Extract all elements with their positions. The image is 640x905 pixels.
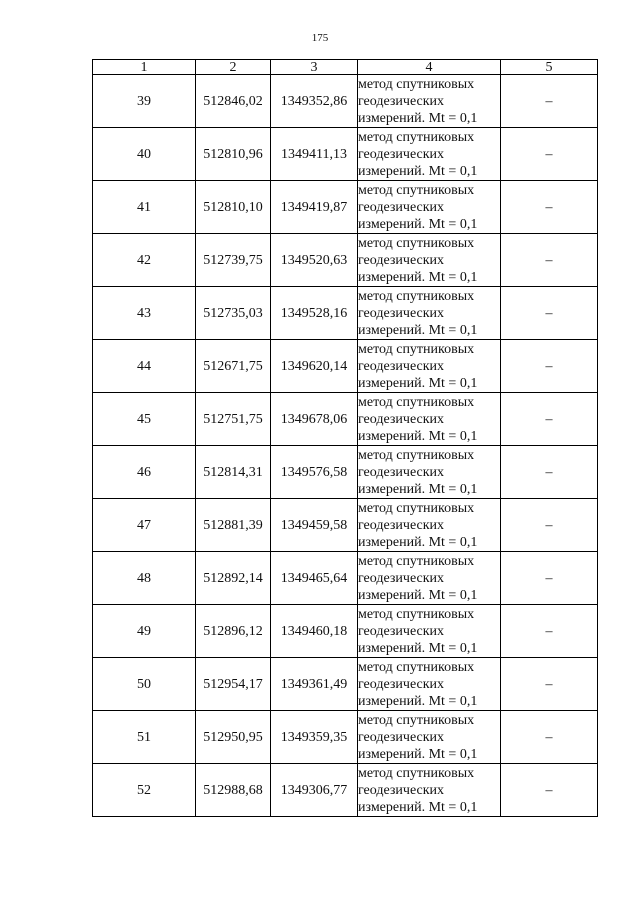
x-coordinate-cell: 512751,75	[196, 393, 271, 446]
method-line-3: измерений. Mt = 0,1	[358, 163, 478, 179]
y-coordinate-cell: 1349359,35	[271, 711, 358, 764]
x-coordinate-cell: 512810,96	[196, 128, 271, 181]
y-coordinate-cell: 1349306,77	[271, 764, 358, 817]
header-row	[93, 60, 598, 75]
point-number-cell: 52	[93, 764, 196, 817]
y-coordinate-cell: 1349459,58	[271, 499, 358, 552]
y-coordinate-cell: 1349465,64	[271, 552, 358, 605]
point-number-cell: 46	[93, 446, 196, 499]
method-cell	[358, 499, 501, 552]
x-coordinate-cell: 512988,68	[196, 764, 271, 817]
method-line-3: измерений. Mt = 0,1	[358, 746, 478, 762]
note-cell: –	[501, 75, 598, 128]
method-line-3: измерений. Mt = 0,1	[358, 693, 478, 709]
table-row	[93, 711, 598, 764]
point-number-cell: 42	[93, 234, 196, 287]
y-coordinate-cell: 1349520,63	[271, 234, 358, 287]
method-line-1: метод спутниковых	[358, 235, 475, 251]
point-number-cell: 43	[93, 287, 196, 340]
note-cell: –	[501, 393, 598, 446]
x-coordinate-cell: 512846,02	[196, 75, 271, 128]
table-row	[93, 764, 598, 817]
point-number-cell: 51	[93, 711, 196, 764]
method-line-3: измерений. Mt = 0,1	[358, 640, 478, 656]
point-number-cell: 49	[93, 605, 196, 658]
method-line-1: метод спутниковых	[358, 606, 475, 622]
method-line-2: геодезических	[358, 252, 445, 268]
x-coordinate-cell: 512814,31	[196, 446, 271, 499]
x-coordinate-cell: 512892,14	[196, 552, 271, 605]
method-line-2: геодезических	[358, 146, 445, 162]
note-cell: –	[501, 234, 598, 287]
method-cell	[358, 287, 501, 340]
method-cell	[358, 234, 501, 287]
point-number-cell: 45	[93, 393, 196, 446]
point-number-cell: 44	[93, 340, 196, 393]
method-cell	[358, 552, 501, 605]
x-coordinate-cell: 512671,75	[196, 340, 271, 393]
y-coordinate-cell: 1349678,06	[271, 393, 358, 446]
table-row	[93, 181, 598, 234]
method-cell	[358, 340, 501, 393]
method-cell	[358, 764, 501, 817]
table-row	[93, 658, 598, 711]
method-line-2: геодезических	[358, 676, 445, 692]
method-line-1: метод спутниковых	[358, 288, 475, 304]
page-number: 175	[311, 32, 329, 44]
x-coordinate-cell: 512739,75	[196, 234, 271, 287]
table-row	[93, 75, 598, 128]
note-cell: –	[501, 499, 598, 552]
method-cell	[358, 711, 501, 764]
method-line-1: метод спутниковых	[358, 659, 475, 675]
table-row	[93, 234, 598, 287]
method-line-2: геодезических	[358, 782, 445, 798]
method-line-1: метод спутниковых	[358, 182, 475, 198]
method-line-3: измерений. Mt = 0,1	[358, 322, 478, 338]
point-number-cell: 47	[93, 499, 196, 552]
note-cell: –	[501, 658, 598, 711]
note-cell: –	[501, 552, 598, 605]
x-coordinate-cell: 512881,39	[196, 499, 271, 552]
method-line-2: геодезических	[358, 93, 445, 109]
y-coordinate-cell: 1349361,49	[271, 658, 358, 711]
x-coordinate-cell: 512954,17	[196, 658, 271, 711]
method-line-1: метод спутниковых	[358, 500, 475, 516]
table-row	[93, 499, 598, 552]
column-header-1: 1	[93, 60, 196, 75]
method-line-3: измерений. Mt = 0,1	[358, 269, 478, 285]
table-row	[93, 552, 598, 605]
x-coordinate-cell: 512810,10	[196, 181, 271, 234]
note-cell: –	[501, 340, 598, 393]
x-coordinate-cell: 512735,03	[196, 287, 271, 340]
method-cell	[358, 128, 501, 181]
method-line-3: измерений. Mt = 0,1	[358, 534, 478, 550]
method-line-3: измерений. Mt = 0,1	[358, 110, 478, 126]
method-line-2: геодезических	[358, 358, 445, 374]
note-cell: –	[501, 128, 598, 181]
coordinates-table	[92, 59, 598, 817]
method-line-1: метод спутниковых	[358, 394, 475, 410]
method-cell	[358, 605, 501, 658]
column-header-5: 5	[501, 60, 598, 75]
point-number-cell: 40	[93, 128, 196, 181]
table-row	[93, 340, 598, 393]
method-line-3: измерений. Mt = 0,1	[358, 587, 478, 603]
method-cell	[358, 393, 501, 446]
table-row	[93, 128, 598, 181]
y-coordinate-cell: 1349419,87	[271, 181, 358, 234]
column-header-3: 3	[271, 60, 358, 75]
method-line-3: измерений. Mt = 0,1	[358, 375, 478, 391]
method-line-1: метод спутниковых	[358, 129, 475, 145]
method-line-2: геодезических	[358, 623, 445, 639]
note-cell: –	[501, 764, 598, 817]
table-row	[93, 446, 598, 499]
note-cell: –	[501, 711, 598, 764]
table-row	[93, 605, 598, 658]
note-cell: –	[501, 446, 598, 499]
method-line-1: метод спутниковых	[358, 553, 475, 569]
note-cell: –	[501, 287, 598, 340]
method-line-2: геодезических	[358, 305, 445, 321]
y-coordinate-cell: 1349620,14	[271, 340, 358, 393]
method-line-2: геодезических	[358, 729, 445, 745]
y-coordinate-cell: 1349411,13	[271, 128, 358, 181]
x-coordinate-cell: 512950,95	[196, 711, 271, 764]
note-cell: –	[501, 181, 598, 234]
method-line-1: метод спутниковых	[358, 712, 475, 728]
method-line-3: измерений. Mt = 0,1	[358, 799, 478, 815]
method-line-1: метод спутниковых	[358, 76, 475, 92]
method-line-1: метод спутниковых	[358, 765, 475, 781]
method-line-2: геодезических	[358, 570, 445, 586]
method-cell	[358, 446, 501, 499]
point-number-cell: 41	[93, 181, 196, 234]
y-coordinate-cell: 1349460,18	[271, 605, 358, 658]
point-number-cell: 48	[93, 552, 196, 605]
column-header-2: 2	[196, 60, 271, 75]
column-header-4: 4	[358, 60, 501, 75]
method-line-2: геодезических	[358, 464, 445, 480]
method-line-2: геодезических	[358, 411, 445, 427]
point-number-cell: 39	[93, 75, 196, 128]
table-row	[93, 287, 598, 340]
method-line-1: метод спутниковых	[358, 341, 475, 357]
method-cell	[358, 658, 501, 711]
y-coordinate-cell: 1349352,86	[271, 75, 358, 128]
method-line-3: измерений. Mt = 0,1	[358, 216, 478, 232]
method-cell	[358, 181, 501, 234]
point-number-cell: 50	[93, 658, 196, 711]
method-line-3: измерений. Mt = 0,1	[358, 428, 478, 444]
table-row	[93, 393, 598, 446]
method-line-2: геодезических	[358, 517, 445, 533]
method-line-2: геодезических	[358, 199, 445, 215]
y-coordinate-cell: 1349528,16	[271, 287, 358, 340]
table-body	[93, 75, 598, 817]
x-coordinate-cell: 512896,12	[196, 605, 271, 658]
method-cell	[358, 75, 501, 128]
y-coordinate-cell: 1349576,58	[271, 446, 358, 499]
method-line-1: метод спутниковых	[358, 447, 475, 463]
method-line-3: измерений. Mt = 0,1	[358, 481, 478, 497]
note-cell: –	[501, 605, 598, 658]
